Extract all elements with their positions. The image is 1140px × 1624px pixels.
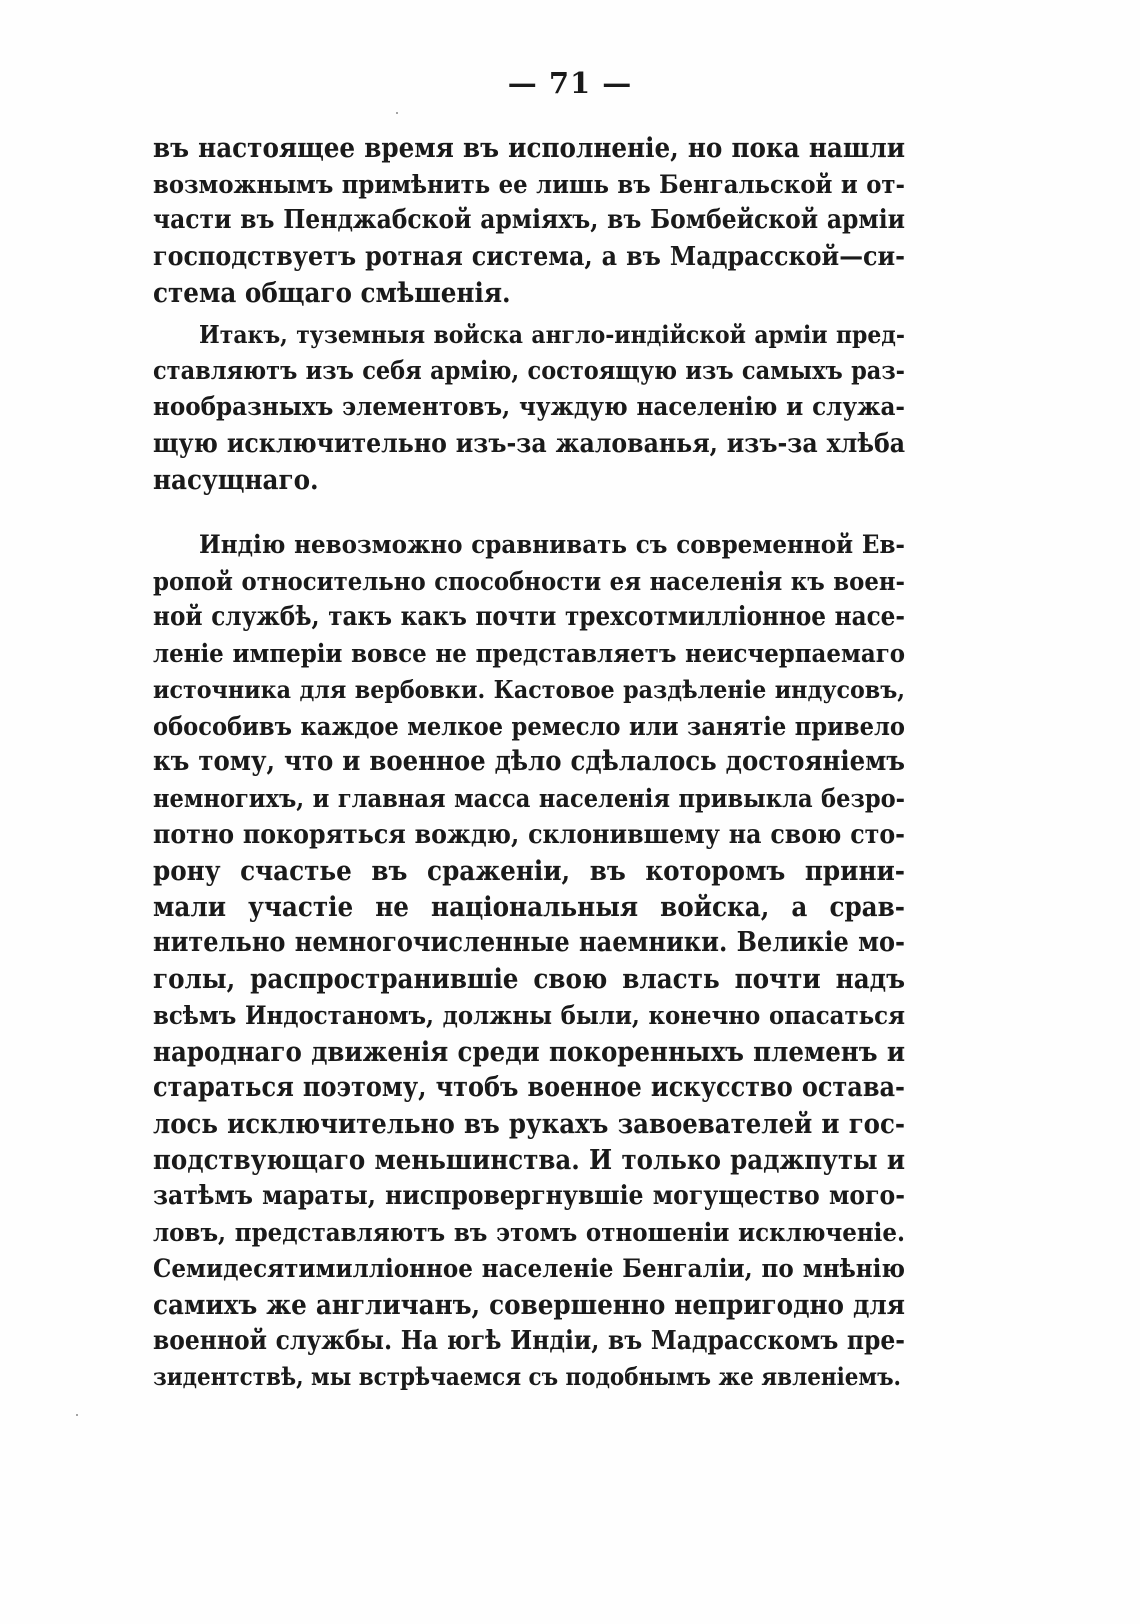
text-line: господствуетъ ротная система, а въ Мадрасской—си- <box>153 240 905 272</box>
text-line: нительно немногочисленные наемники. Великіе мо- <box>153 927 905 959</box>
text-line: мали участіе не національныя войска, а срав- <box>153 890 905 923</box>
text-line: ставляютъ изъ себя армію, состоящую изъ самыхъ раз- <box>153 356 905 386</box>
paragraph-2 <box>153 317 905 498</box>
text-line: Индію невозможно сравнивать съ современной Ев- <box>199 530 905 560</box>
text-line: затѣмъ мараты, ниспровергнувшіе могущество мого- <box>153 1180 905 1212</box>
text-line: леніе имперіи вовсе не представляетъ неисчерпаемаго <box>153 638 905 669</box>
text-line: самихъ же англичанъ, совершенно непригодно для <box>153 1288 905 1321</box>
text-line: нообразныхъ элементовъ, чуждую населенію и служа- <box>153 392 905 423</box>
page-number: — 71 — <box>507 66 633 100</box>
text-line: ропой относительно способности ея населенія къ воен- <box>153 566 905 597</box>
text-line: насущнаго. <box>153 463 319 496</box>
text-line: Итакъ, туземныя войска англо-индійской арміи пред- <box>199 320 905 349</box>
text-line: стема общаго смѣшенія. <box>153 276 511 309</box>
text-line: источника для вербовки. Кастовое раздѣленіе индусовъ, <box>153 674 905 704</box>
text-line: части въ Пенджабской арміяхъ, въ Бомбейской арміи <box>153 205 905 236</box>
paper-speck <box>76 1414 78 1416</box>
text-line: обособивъ каждое мелкое ремесло или занятіе привело <box>153 710 905 741</box>
paragraph-3 <box>153 527 905 1396</box>
text-line: рону счастье въ сраженіи, въ которомъ прини- <box>153 854 905 887</box>
text-line: Семидесятимилліонное населеніе Бенгаліи, по мнѣнію <box>153 1253 905 1284</box>
text-line: въ настоящее время въ исполненіе, но пока нашли <box>153 132 905 164</box>
text-line: военной службы. На югѣ Индіи, въ Мадрасскомъ пре- <box>153 1326 905 1357</box>
text-line: всѣмъ Индостаномъ, должны были, конечно опасаться <box>153 1000 905 1031</box>
text-line: щую исключительно изъ-за жалованья, изъ-за хлѣба <box>153 427 905 459</box>
text-line: ной службѣ, такъ какъ почти трехсотмилліонное насе- <box>153 602 905 633</box>
text-line: стараться поэтому, чтобъ военное искусство остава- <box>153 1071 905 1103</box>
text-line: народнаго движенія среди покоренныхъ племенъ и <box>153 1035 905 1068</box>
text-line: голы, распространившіе свою власть почти надъ <box>153 963 905 996</box>
paragraph-1 <box>153 130 905 311</box>
text-line: подствующаго меньшинства. И только раджпуты и <box>153 1144 905 1177</box>
text-line: возможнымъ примѣнить ее лишь въ Бенгальской и от- <box>153 169 905 200</box>
text-line: къ тому, что и военное дѣло сдѣлалось достояніемъ <box>153 746 905 778</box>
text-line: ловъ, представляютъ въ этомъ отношеніи исключеніе. <box>153 1217 905 1248</box>
text-line: зидентствѣ, мы встрѣчаемся съ подобнымъ же явленіемъ. <box>153 1363 902 1392</box>
text-line: немногихъ, и главная масса населенія привыкла безро- <box>153 783 905 814</box>
text-line: лось исключительно въ рукахъ завоевателей и гос- <box>153 1108 905 1140</box>
paper-speck <box>396 112 398 114</box>
text-line: потно покоряться вождю, склонившему на свою сто- <box>153 818 905 850</box>
